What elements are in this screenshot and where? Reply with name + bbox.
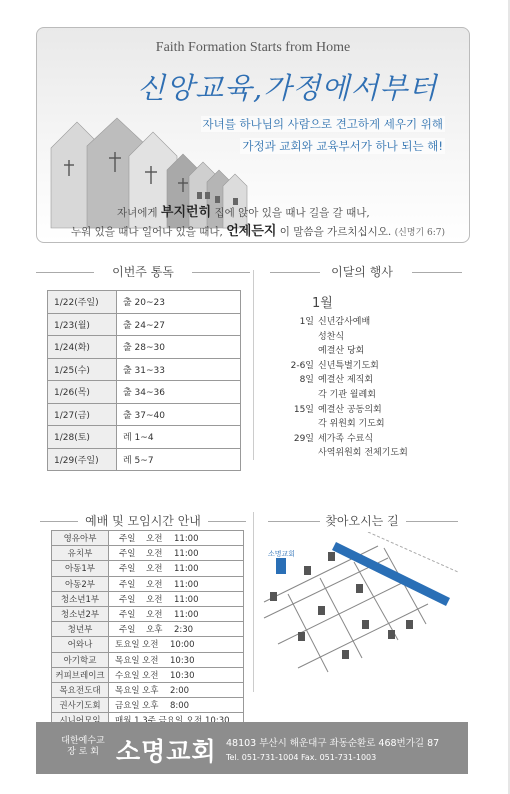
church-address: 48103 부산시 해운대구 좌동순환로 468번가길 87 — [226, 738, 440, 749]
reading-passage: 출 37~40 — [117, 403, 241, 426]
reading-row — [48, 403, 241, 426]
event-day: 29일 — [293, 433, 314, 444]
reading-row — [48, 448, 241, 471]
meeting-time — [109, 622, 244, 637]
event-item — [270, 402, 382, 415]
ministry-name: 권사기도회 — [52, 698, 109, 713]
meeting-ampm: 오후 — [142, 685, 159, 696]
ministry-name: 목요전도대 — [52, 682, 109, 697]
event-text: 세가족 수료식 — [318, 433, 374, 444]
reading-row — [48, 336, 241, 359]
reading-date: 1/27(금) — [48, 403, 117, 426]
meeting-time — [109, 531, 244, 546]
meeting-day: 주일 — [119, 594, 136, 605]
reading-date: 1/26(목) — [48, 381, 117, 404]
reading-row — [48, 358, 241, 381]
event-day: 15일 — [293, 404, 314, 415]
event-item — [270, 372, 373, 385]
event-item — [270, 431, 373, 444]
event-text: 각 위원회 기도회 — [318, 419, 385, 430]
meeting-time — [109, 546, 244, 561]
reading-row — [48, 426, 241, 449]
worship-row — [52, 531, 244, 546]
meeting-day: 수요일 — [115, 670, 140, 681]
meeting-ampm: 오전 — [146, 594, 163, 605]
reading-date: 1/24(화) — [48, 336, 117, 359]
church-marker — [276, 558, 286, 574]
meeting-clock: 10:00 — [170, 640, 195, 651]
worship-row — [52, 667, 244, 682]
church-footer — [36, 722, 468, 774]
meeting-ampm: 오전 — [146, 534, 163, 545]
ministry-name: 청년부 — [52, 622, 109, 637]
meeting-day: 주일 — [119, 579, 136, 590]
theme-banner — [36, 27, 470, 243]
events-section-title: 이달의 행사 — [256, 263, 468, 280]
worship-row — [52, 682, 244, 697]
meeting-time — [109, 576, 244, 591]
event-day: 8일 — [299, 375, 314, 386]
event-item — [270, 314, 370, 327]
event-day: 1일 — [299, 317, 314, 327]
reading-date: 1/29(주일) — [48, 448, 117, 471]
meeting-ampm: 오전 — [142, 640, 159, 651]
meeting-clock: 10:30 — [170, 655, 195, 666]
church-contact: Tel. 051-731-1004 Fax. 051-731-1003 — [226, 753, 377, 762]
main-road — [334, 546, 448, 602]
church-name: 소명교회 — [116, 737, 217, 766]
ministry-name: 유치부 — [52, 546, 109, 561]
event-text: 각 기관 월례회 — [318, 390, 376, 400]
verse-line-1: 자녀에게 부지런히 집에 앉아 있을 때나 길을 갈 때나, — [117, 205, 370, 220]
reading-row — [48, 291, 241, 314]
events-month: 1월 — [312, 296, 333, 311]
meeting-time — [109, 682, 244, 697]
meeting-clock: 11:00 — [174, 594, 199, 605]
worship-row — [52, 546, 244, 561]
event-text: 성찬식 — [318, 331, 345, 342]
meeting-clock: 10:30 — [170, 670, 195, 681]
worship-row — [52, 606, 244, 621]
ministry-name: 아동1부 — [52, 561, 109, 576]
directions-section-title: 찾아오시는 길 — [256, 512, 468, 529]
meeting-clock: 2:00 — [170, 685, 190, 696]
meeting-clock: 11:00 — [174, 534, 199, 545]
directions-map — [258, 532, 468, 684]
reading-section-title: 이번주 통독 — [36, 263, 250, 280]
event-text: 예결산 제직회 — [318, 375, 374, 386]
meeting-ampm: 오후 — [146, 625, 163, 636]
reading-row — [48, 381, 241, 404]
worship-row — [52, 591, 244, 606]
event-day: 2-6일 — [290, 360, 314, 371]
event-item — [270, 416, 385, 429]
meeting-clock: 11:00 — [174, 610, 199, 621]
ministry-name: 아기학교 — [52, 652, 109, 667]
column-divider-bottom — [253, 512, 254, 692]
reading-table — [47, 290, 241, 471]
church-map-label: 소명교회 — [268, 550, 296, 558]
reading-passage: 출 31~33 — [117, 358, 241, 381]
worship-row — [52, 622, 244, 637]
meeting-time — [109, 637, 244, 652]
meeting-clock: 11:00 — [174, 579, 199, 590]
meeting-ampm: 오후 — [142, 701, 159, 712]
meeting-day: 목요일 — [115, 685, 140, 696]
reading-date: 1/25(수) — [48, 358, 117, 381]
event-text: 예결산 당회 — [318, 346, 365, 357]
worship-row — [52, 698, 244, 713]
english-title: Faith Formation Starts from Home — [155, 40, 351, 55]
meeting-day: 주일 — [119, 549, 136, 560]
reading-passage: 출 34~36 — [117, 381, 241, 404]
reading-row — [48, 313, 241, 336]
meeting-clock: 8:00 — [170, 701, 190, 712]
meeting-time — [109, 667, 244, 682]
meeting-ampm: 오전 — [146, 610, 163, 621]
ministry-name: 청소년2부 — [52, 606, 109, 621]
reading-passage: 레 1~4 — [117, 426, 241, 449]
meeting-clock: 11:00 — [174, 549, 199, 560]
ministry-name: 커피브레이크 — [52, 667, 109, 682]
ministry-name: 영유아부 — [52, 531, 109, 546]
meeting-ampm: 오전 — [146, 564, 163, 575]
reading-passage: 출 20~23 — [117, 291, 241, 314]
reading-passage: 출 24~27 — [117, 313, 241, 336]
reading-date: 1/23(월) — [48, 313, 117, 336]
subtitle-line-1: 자녀를 하나님의 사람으로 견고하게 세우기 위해 — [202, 117, 443, 131]
event-item — [270, 358, 379, 371]
meeting-ampm: 오전 — [142, 670, 159, 681]
event-text: 예결산 공동의회 — [318, 404, 382, 415]
meeting-day: 주일 — [119, 625, 136, 636]
worship-row — [52, 561, 244, 576]
meeting-day: 주일 — [119, 564, 136, 575]
reading-passage: 레 5~7 — [117, 448, 241, 471]
meeting-day: 목요일 — [115, 655, 140, 666]
meeting-day: 주일 — [119, 610, 136, 621]
meeting-ampm: 오전 — [146, 579, 163, 590]
meeting-time — [109, 606, 244, 621]
worship-row — [52, 652, 244, 667]
worship-row — [52, 637, 244, 652]
korean-title: 신앙교육,가정에서부터 — [137, 71, 438, 105]
event-text: 신년특별기도회 — [318, 360, 379, 371]
denomination: 대한예수교 장 로 회 — [61, 736, 105, 757]
reading-date: 1/28(토) — [48, 426, 117, 449]
ministry-name: 아동2부 — [52, 576, 109, 591]
event-text: 사역위원회 전체기도회 — [318, 448, 408, 459]
worship-section-title: 예배 및 모임시간 안내 — [36, 512, 250, 529]
meeting-day: 주일 — [119, 534, 136, 545]
meeting-ampm: 오전 — [142, 655, 159, 666]
reading-passage: 출 28~30 — [117, 336, 241, 359]
event-text: 신년감사예배 — [318, 317, 371, 327]
reading-date: 1/22(주일) — [48, 291, 117, 314]
meeting-clock: 11:00 — [174, 564, 199, 575]
meeting-clock: 2:30 — [174, 625, 194, 636]
meeting-time — [109, 561, 244, 576]
meeting-ampm: 오전 — [146, 549, 163, 560]
column-divider-top — [253, 270, 254, 460]
event-item — [270, 445, 408, 458]
event-item — [270, 343, 364, 356]
worship-row — [52, 576, 244, 591]
meeting-time — [109, 698, 244, 713]
ministry-name: 청소년1부 — [52, 591, 109, 606]
meeting-time — [109, 652, 244, 667]
event-item — [270, 387, 376, 400]
worship-table — [51, 530, 244, 728]
meeting-time — [109, 591, 244, 606]
subtitle-line-2: 가정과 교회와 교육부서가 하나 되는 해! — [242, 139, 443, 153]
verse-line-2: 누워 있을 때나 일어나 있을 때나, 언제든지 이 말씀을 가르치십시오. (신명기 6:7) — [71, 224, 446, 239]
ministry-name: 어와나 — [52, 637, 109, 652]
meeting-day: 토요일 — [115, 640, 140, 651]
meeting-day: 금요일 — [115, 701, 140, 712]
event-item — [270, 329, 344, 342]
